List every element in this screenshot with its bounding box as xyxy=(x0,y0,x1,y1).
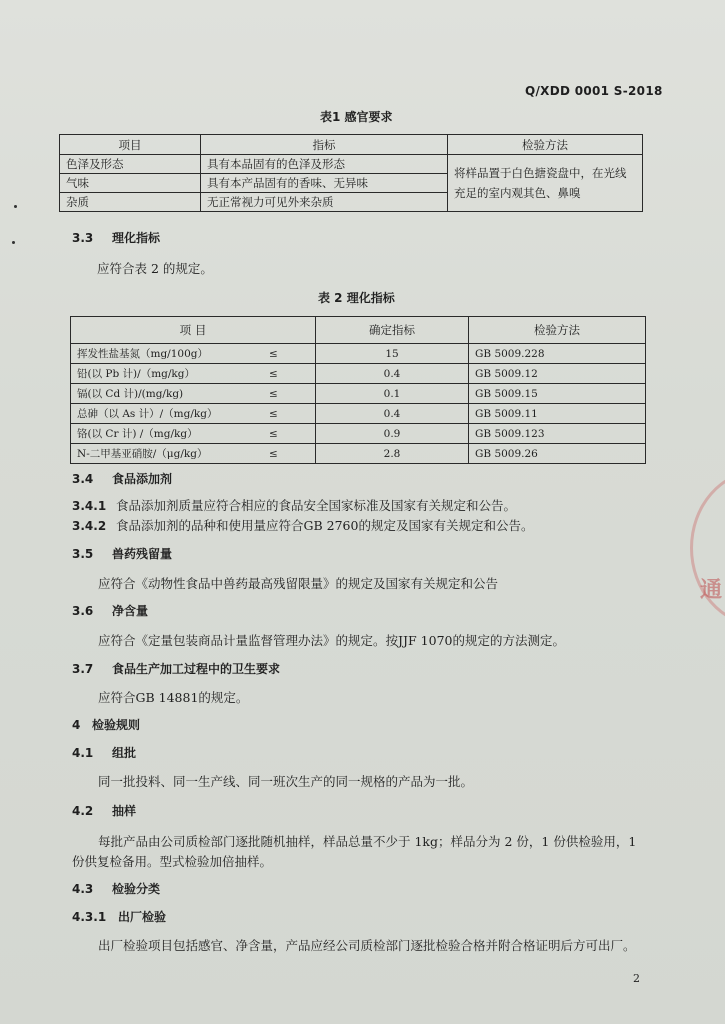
section-heading-4-3 xyxy=(72,880,160,897)
table-cell: 铅(以 Pb 计)/（mg/kg） xyxy=(71,364,264,384)
table-row xyxy=(71,404,646,424)
subsection-3-4-2 xyxy=(72,516,533,534)
section-text: 同一批投料、同一生产线、同一班次生产的同一规格的产品为一批。 xyxy=(98,774,474,789)
scan-speck xyxy=(14,205,17,208)
section-text: 出厂检验项目包括感官、净含量，产品应经公司质检部门逐批检验合格并附合格证明后方可出厂。 xyxy=(98,938,636,953)
subsection-3-4-1 xyxy=(72,496,516,514)
table1-title: 表1 感官要求 xyxy=(320,110,393,124)
subsection-text: 食品添加剂质量应符合相应的食品安全国家标准及国家有关规定和公告。 xyxy=(116,498,517,513)
table-cell: 色泽及形态 xyxy=(60,155,201,174)
table-cell: ≤ xyxy=(263,424,316,444)
section-heading-3-4 xyxy=(72,470,172,487)
table-cell: GB 5009.11 xyxy=(469,404,646,424)
section-text: 应符合表 2 的规定。 xyxy=(97,261,213,276)
table-cell: 0.1 xyxy=(316,384,469,404)
section-text: 应符合《动物性食品中兽药最高残留限量》的规定及国家有关规定和公告 xyxy=(98,576,499,591)
section-number: 3.6 xyxy=(72,604,94,618)
section-text: 应符合《定量包装商品计量监督管理办法》的规定。按JJF 1070的规定的方法测定。 xyxy=(98,633,565,648)
table-cell: GB 5009.15 xyxy=(469,384,646,404)
table-cell: 无正常视力可见外来杂质 xyxy=(201,193,448,212)
subsection-text: 食品添加剂的品种和使用量应符合GB 2760的规定及国家有关规定和公告。 xyxy=(116,518,534,533)
section-title: 抽样 xyxy=(112,804,137,818)
table-cell: 15 xyxy=(316,344,469,364)
subsection-number: 3.4.2 xyxy=(72,519,107,533)
table-cell: 0.4 xyxy=(316,404,469,424)
table-header-cell: 确定指标 xyxy=(316,317,469,344)
section-number: 4.2 xyxy=(72,804,94,818)
section-number: 3.3 xyxy=(72,231,94,245)
table-cell: 将样品置于白色搪瓷盘中，在光线充足的室内观其色、鼻嗅 xyxy=(448,155,643,212)
section-title: 理化指标 xyxy=(112,231,161,245)
table-cell: GB 5009.123 xyxy=(469,424,646,444)
table-cell: 杂质 xyxy=(60,193,201,212)
section-heading-3-5 xyxy=(72,545,172,562)
table-cell: N-二甲基亚硝胺/（μg/kg） xyxy=(71,444,264,464)
table-row xyxy=(71,444,646,464)
table-cell: GB 5009.12 xyxy=(469,364,646,384)
standard-code: Q/XDD 0001 S-2018 xyxy=(525,84,663,98)
table-header-cell: 指标 xyxy=(201,135,448,155)
section-number: 3.7 xyxy=(72,662,94,676)
section-title: 检验分类 xyxy=(112,882,161,896)
table-cell: 镉(以 Cd 计)/(mg/kg) xyxy=(71,384,264,404)
table-cell: 0.9 xyxy=(316,424,469,444)
table-cell: 气味 xyxy=(60,174,201,193)
table-cell: ≤ xyxy=(263,384,316,404)
table-row xyxy=(60,155,643,174)
table-cell: ≤ xyxy=(263,444,316,464)
table-cell: ≤ xyxy=(263,364,316,384)
table-cell: 挥发性盐基氮（mg/100g） xyxy=(71,344,264,364)
section-number: 4.3.1 xyxy=(72,910,107,924)
section-heading-4-1 xyxy=(72,744,136,761)
table1 xyxy=(59,134,643,212)
table-cell: ≤ xyxy=(263,344,316,364)
stamp-text: 通 xyxy=(700,577,723,603)
table2 xyxy=(70,316,646,464)
section-heading-4-2 xyxy=(72,802,136,819)
table-cell: 铬(以 Cr 计) /（mg/kg） xyxy=(71,424,264,444)
table-row xyxy=(71,384,646,404)
section-heading-4 xyxy=(72,716,140,733)
section-title: 兽药残留量 xyxy=(112,547,173,561)
table-cell: 0.4 xyxy=(316,364,469,384)
table-header-cell: 检验方法 xyxy=(469,317,646,344)
table-cell: 总砷（以 As 计）/（mg/kg） xyxy=(71,404,264,424)
section-number: 4.1 xyxy=(72,746,94,760)
section-heading-3-6 xyxy=(72,602,148,619)
section-title: 净含量 xyxy=(112,604,149,618)
table2-title: 表 2 理化指标 xyxy=(318,291,395,305)
section-heading-4-3-1 xyxy=(72,908,166,925)
section-heading-3-7 xyxy=(72,660,280,677)
subsection-number: 3.4.1 xyxy=(72,499,107,513)
section-text-line: 每批产品由公司质检部门逐批随机抽样，样品总量不少于 1kg；样品分为 2 份，1 份供检验用，1 xyxy=(98,834,637,849)
table-header-cell: 检验方法 xyxy=(448,135,643,155)
table-cell: GB 5009.26 xyxy=(469,444,646,464)
section-number: 4 xyxy=(72,718,81,732)
section-number: 4.3 xyxy=(72,882,94,896)
table-row xyxy=(71,424,646,444)
table-header-row xyxy=(71,317,646,344)
table-header-cell: 项 目 xyxy=(71,317,316,344)
scan-speck xyxy=(12,241,15,244)
section-title: 食品添加剂 xyxy=(112,472,173,486)
table-header-row xyxy=(60,135,643,155)
section-number: 3.4 xyxy=(72,472,94,486)
section-text: 应符合GB 14881的规定。 xyxy=(98,690,249,705)
section-title: 出厂检验 xyxy=(118,910,167,924)
section-title: 食品生产加工过程中的卫生要求 xyxy=(112,662,281,676)
page-number: 2 xyxy=(633,972,640,985)
section-heading-3-3 xyxy=(72,229,160,246)
section-text-line: 份供复检备用。型式检验加倍抽样。 xyxy=(72,854,273,869)
table-cell: 具有本产品固有的香味、无异味 xyxy=(201,174,448,193)
table-cell: GB 5009.228 xyxy=(469,344,646,364)
table-header-cell: 项目 xyxy=(60,135,201,155)
table-row xyxy=(71,344,646,364)
table-row xyxy=(71,364,646,384)
table-cell: ≤ xyxy=(263,404,316,424)
section-title: 检验规则 xyxy=(92,718,141,732)
table-cell: 2.8 xyxy=(316,444,469,464)
table-cell: 具有本品固有的色泽及形态 xyxy=(201,155,448,174)
section-title: 组批 xyxy=(112,746,137,760)
section-number: 3.5 xyxy=(72,547,94,561)
